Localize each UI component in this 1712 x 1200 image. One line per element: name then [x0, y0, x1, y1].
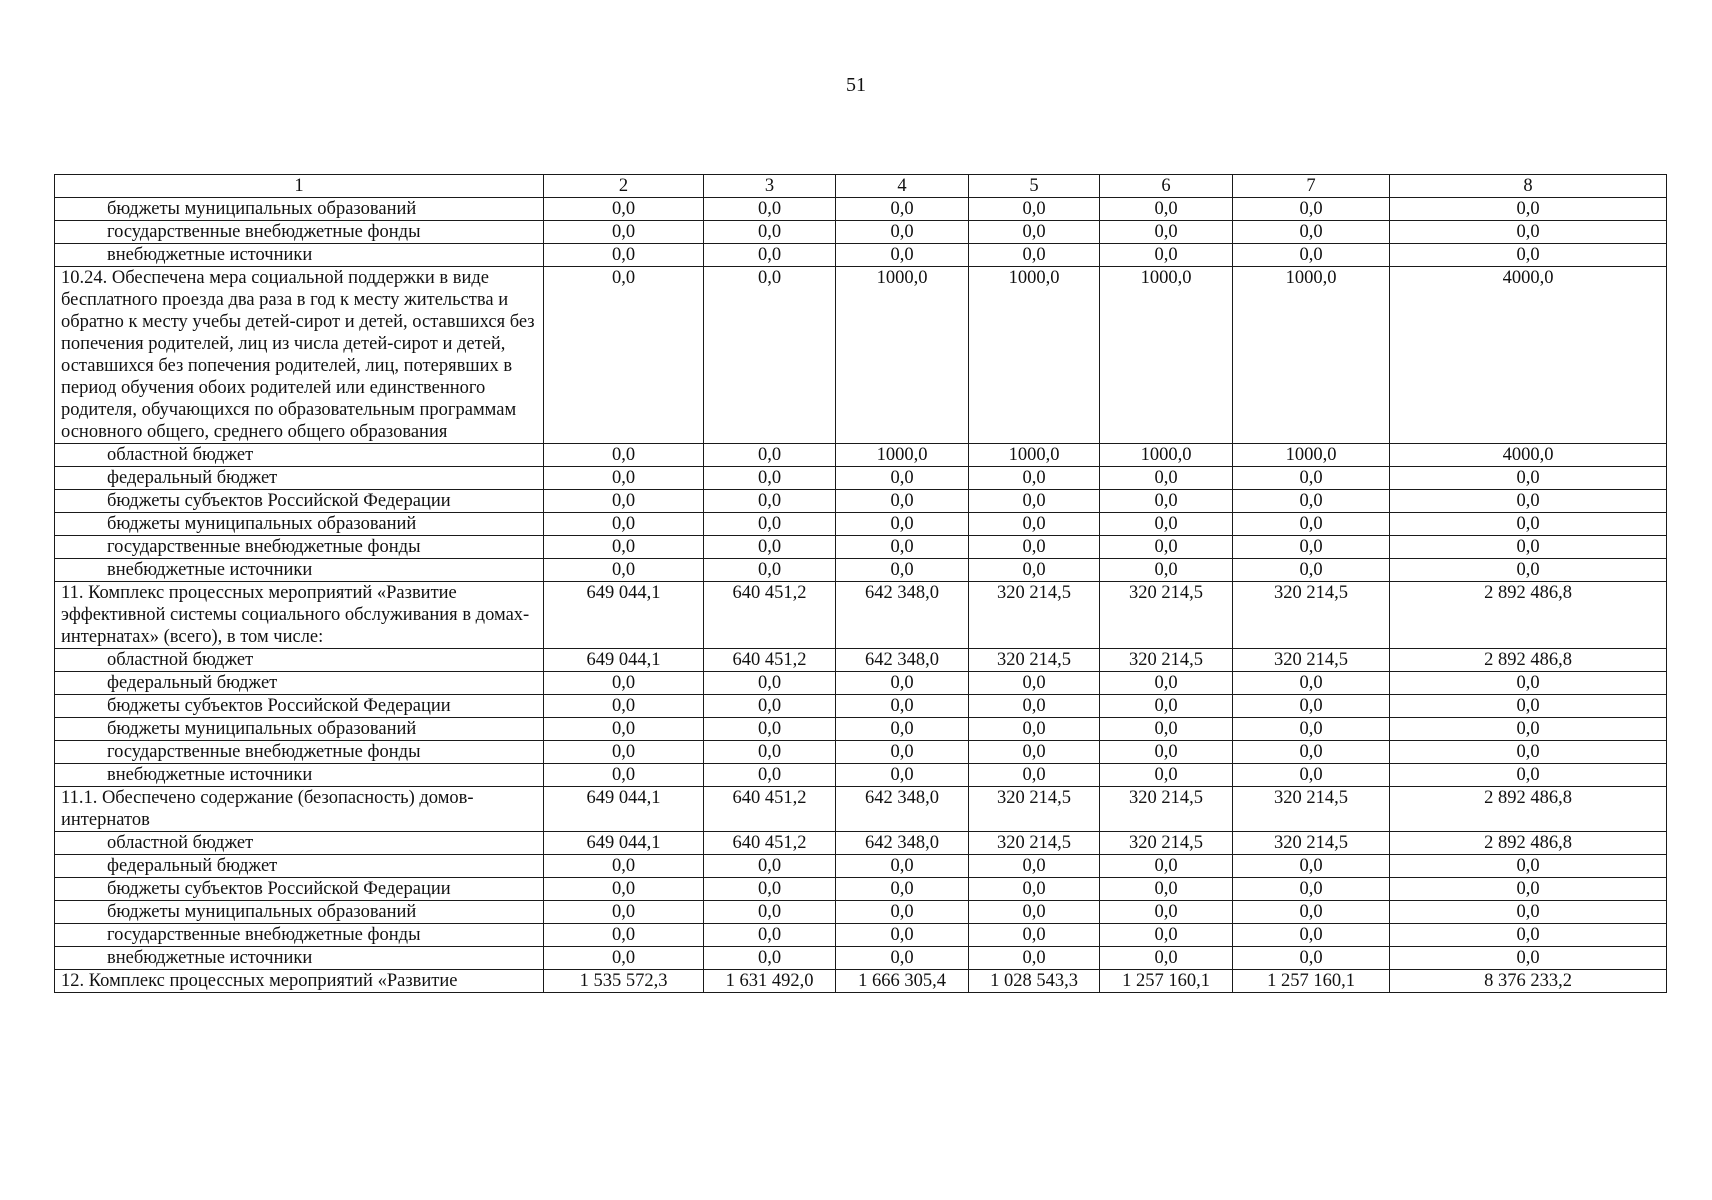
row-value: 0,0	[1390, 559, 1667, 582]
table-row	[55, 267, 1667, 444]
row-value: 0,0	[704, 878, 836, 901]
row-value: 0,0	[1100, 741, 1233, 764]
row-value: 0,0	[704, 924, 836, 947]
row-value: 642 348,0	[836, 832, 969, 855]
row-value: 2 892 486,8	[1390, 649, 1667, 672]
table-row	[55, 970, 1667, 993]
row-value: 1000,0	[1233, 444, 1390, 467]
row-value: 0,0	[1100, 764, 1233, 787]
row-value: 0,0	[544, 695, 704, 718]
row-value: 0,0	[704, 718, 836, 741]
table-row	[55, 467, 1667, 490]
row-value: 0,0	[544, 244, 704, 267]
row-value: 0,0	[969, 559, 1100, 582]
row-value: 0,0	[1390, 695, 1667, 718]
row-value: 0,0	[969, 467, 1100, 490]
row-value: 0,0	[1100, 490, 1233, 513]
row-label: федеральный бюджет	[55, 855, 544, 878]
row-value: 0,0	[836, 490, 969, 513]
row-value: 0,0	[704, 901, 836, 924]
row-value: 0,0	[1100, 244, 1233, 267]
table-row	[55, 649, 1667, 672]
row-value: 1000,0	[1100, 444, 1233, 467]
table-row	[55, 582, 1667, 649]
row-value: 0,0	[1390, 536, 1667, 559]
row-value: 0,0	[836, 855, 969, 878]
row-value: 0,0	[544, 444, 704, 467]
row-value: 0,0	[1233, 198, 1390, 221]
table-row	[55, 513, 1667, 536]
row-value: 0,0	[969, 855, 1100, 878]
table-row	[55, 672, 1667, 695]
column-header: 5	[969, 175, 1100, 198]
row-value: 0,0	[1233, 924, 1390, 947]
row-value: 0,0	[544, 221, 704, 244]
row-value: 1000,0	[969, 444, 1100, 467]
row-value: 0,0	[836, 513, 969, 536]
row-value: 0,0	[1100, 695, 1233, 718]
row-value: 320 214,5	[969, 787, 1100, 832]
row-value: 0,0	[1390, 490, 1667, 513]
row-value: 0,0	[704, 267, 836, 444]
row-value: 0,0	[544, 855, 704, 878]
row-label: государственные внебюджетные фонды	[55, 536, 544, 559]
table-row	[55, 695, 1667, 718]
row-label: областной бюджет	[55, 444, 544, 467]
row-value: 0,0	[969, 878, 1100, 901]
table-row	[55, 901, 1667, 924]
row-value: 0,0	[544, 267, 704, 444]
row-label: внебюджетные источники	[55, 559, 544, 582]
row-value: 0,0	[544, 536, 704, 559]
row-value: 0,0	[1233, 559, 1390, 582]
row-value: 0,0	[704, 764, 836, 787]
row-value: 0,0	[1233, 244, 1390, 267]
row-value: 8 376 233,2	[1390, 970, 1667, 993]
row-value: 0,0	[1390, 672, 1667, 695]
row-value: 0,0	[1233, 741, 1390, 764]
row-value: 320 214,5	[969, 649, 1100, 672]
row-value: 0,0	[704, 855, 836, 878]
row-value: 0,0	[1390, 198, 1667, 221]
row-value: 0,0	[836, 198, 969, 221]
row-label: бюджеты муниципальных образований	[55, 901, 544, 924]
row-value: 0,0	[1390, 741, 1667, 764]
row-value: 0,0	[1390, 244, 1667, 267]
row-value: 320 214,5	[1100, 787, 1233, 832]
row-value: 0,0	[969, 536, 1100, 559]
row-value: 0,0	[1233, 764, 1390, 787]
row-value: 0,0	[1390, 221, 1667, 244]
column-header: 7	[1233, 175, 1390, 198]
row-value: 0,0	[1233, 878, 1390, 901]
row-value: 1 535 572,3	[544, 970, 704, 993]
column-header: 1	[55, 175, 544, 198]
row-value: 0,0	[1100, 901, 1233, 924]
column-header: 3	[704, 175, 836, 198]
row-label: государственные внебюджетные фонды	[55, 924, 544, 947]
row-value: 0,0	[704, 947, 836, 970]
row-value: 0,0	[836, 559, 969, 582]
row-value: 0,0	[836, 244, 969, 267]
table-row	[55, 444, 1667, 467]
row-value: 0,0	[1390, 764, 1667, 787]
row-value: 0,0	[704, 513, 836, 536]
row-value: 320 214,5	[969, 582, 1100, 649]
row-value: 0,0	[704, 672, 836, 695]
row-value: 1 631 492,0	[704, 970, 836, 993]
row-value: 0,0	[704, 536, 836, 559]
row-value: 1000,0	[1100, 267, 1233, 444]
row-value: 0,0	[544, 672, 704, 695]
row-label: бюджеты муниципальных образований	[55, 718, 544, 741]
row-value: 0,0	[1233, 947, 1390, 970]
row-label: областной бюджет	[55, 832, 544, 855]
row-value: 1 028 543,3	[969, 970, 1100, 993]
row-value: 0,0	[836, 741, 969, 764]
row-value: 640 451,2	[704, 832, 836, 855]
row-value: 0,0	[969, 947, 1100, 970]
budget-table	[54, 174, 1667, 993]
row-value: 0,0	[1100, 513, 1233, 536]
table-header-row	[55, 175, 1667, 198]
row-label: федеральный бюджет	[55, 467, 544, 490]
row-value: 320 214,5	[1100, 649, 1233, 672]
row-value: 4000,0	[1390, 267, 1667, 444]
row-value: 0,0	[544, 924, 704, 947]
table-body	[55, 198, 1667, 993]
row-value: 0,0	[704, 221, 836, 244]
row-value: 0,0	[836, 536, 969, 559]
row-value: 0,0	[1233, 490, 1390, 513]
row-value: 0,0	[544, 764, 704, 787]
column-header: 2	[544, 175, 704, 198]
row-value: 0,0	[544, 878, 704, 901]
row-value: 0,0	[969, 672, 1100, 695]
row-value: 1000,0	[969, 267, 1100, 444]
row-value: 320 214,5	[1100, 582, 1233, 649]
row-value: 0,0	[1100, 536, 1233, 559]
row-value: 0,0	[1100, 467, 1233, 490]
row-label: государственные внебюджетные фонды	[55, 221, 544, 244]
column-header: 8	[1390, 175, 1667, 198]
row-value: 0,0	[1100, 878, 1233, 901]
row-label: бюджеты субъектов Российской Федерации	[55, 695, 544, 718]
row-value: 0,0	[969, 695, 1100, 718]
row-value: 0,0	[544, 901, 704, 924]
row-value: 1 257 160,1	[1100, 970, 1233, 993]
row-value: 640 451,2	[704, 582, 836, 649]
row-label: 11.1. Обеспечено содержание (безопасность) домов-интернатов	[55, 787, 544, 832]
row-value: 2 892 486,8	[1390, 787, 1667, 832]
row-label: внебюджетные источники	[55, 244, 544, 267]
row-value: 0,0	[969, 221, 1100, 244]
row-value: 320 214,5	[1233, 832, 1390, 855]
row-value: 0,0	[704, 559, 836, 582]
row-value: 0,0	[1233, 901, 1390, 924]
row-value: 1000,0	[836, 267, 969, 444]
row-label: бюджеты муниципальных образований	[55, 198, 544, 221]
row-value: 0,0	[1100, 947, 1233, 970]
row-value: 0,0	[704, 467, 836, 490]
row-value: 0,0	[969, 901, 1100, 924]
row-label: 10.24. Обеспечена мера социальной поддержки в виде бесплатного проезда два раза в год к месту жительства и обратно к месту учебы детей-сирот и детей, оставшихся без попечения родителей, лиц из числа детей-сирот и детей, оставшихся без попечения родителей, лиц, потерявших в период обучения обоих родителей или единственного родителя, обучающихся по образовательным программам основного общего, среднего общего образования	[55, 267, 544, 444]
row-label: 12. Комплекс процессных мероприятий «Развитие	[55, 970, 544, 993]
row-value: 0,0	[544, 513, 704, 536]
row-value: 0,0	[1100, 221, 1233, 244]
row-value: 0,0	[836, 924, 969, 947]
row-value: 0,0	[1233, 855, 1390, 878]
row-value: 320 214,5	[969, 832, 1100, 855]
row-value: 0,0	[1100, 855, 1233, 878]
row-value: 642 348,0	[836, 582, 969, 649]
row-value: 0,0	[1233, 536, 1390, 559]
row-value: 0,0	[704, 244, 836, 267]
table-row	[55, 741, 1667, 764]
row-value: 0,0	[836, 672, 969, 695]
table-row	[55, 947, 1667, 970]
row-value: 0,0	[704, 490, 836, 513]
row-value: 0,0	[836, 718, 969, 741]
row-value: 0,0	[969, 490, 1100, 513]
table-row	[55, 924, 1667, 947]
row-value: 0,0	[704, 444, 836, 467]
row-value: 642 348,0	[836, 649, 969, 672]
table-row	[55, 198, 1667, 221]
row-value: 0,0	[544, 718, 704, 741]
row-value: 0,0	[969, 198, 1100, 221]
row-value: 0,0	[1100, 672, 1233, 695]
row-label: бюджеты субъектов Российской Федерации	[55, 878, 544, 901]
row-value: 0,0	[1100, 559, 1233, 582]
table-row	[55, 244, 1667, 267]
table-row	[55, 718, 1667, 741]
row-value: 0,0	[969, 764, 1100, 787]
row-value: 0,0	[1390, 947, 1667, 970]
row-value: 0,0	[1100, 718, 1233, 741]
table-row	[55, 559, 1667, 582]
column-header: 4	[836, 175, 969, 198]
row-value: 649 044,1	[544, 649, 704, 672]
table-row	[55, 764, 1667, 787]
row-value: 0,0	[836, 221, 969, 244]
row-label: бюджеты субъектов Российской Федерации	[55, 490, 544, 513]
row-value: 0,0	[1390, 513, 1667, 536]
row-value: 0,0	[836, 764, 969, 787]
row-value: 2 892 486,8	[1390, 582, 1667, 649]
table-row	[55, 855, 1667, 878]
table-row	[55, 221, 1667, 244]
row-value: 0,0	[544, 198, 704, 221]
row-label: внебюджетные источники	[55, 764, 544, 787]
row-value: 0,0	[969, 924, 1100, 947]
page-number: 51	[846, 74, 866, 96]
row-value: 1000,0	[1233, 267, 1390, 444]
row-value: 0,0	[969, 244, 1100, 267]
row-value: 0,0	[1233, 467, 1390, 490]
row-value: 4000,0	[1390, 444, 1667, 467]
row-label: федеральный бюджет	[55, 672, 544, 695]
row-value: 0,0	[1390, 901, 1667, 924]
row-value: 320 214,5	[1233, 787, 1390, 832]
row-value: 2 892 486,8	[1390, 832, 1667, 855]
row-value: 0,0	[836, 695, 969, 718]
row-value: 0,0	[1100, 924, 1233, 947]
row-value: 0,0	[544, 741, 704, 764]
row-value: 0,0	[704, 695, 836, 718]
row-label: 11. Комплекс процессных мероприятий «Развитие эффективной системы социального обслуживания в домах-интернатах» (всего), в том числе:	[55, 582, 544, 649]
row-label: государственные внебюджетные фонды	[55, 741, 544, 764]
row-value: 0,0	[1233, 695, 1390, 718]
row-value: 0,0	[836, 878, 969, 901]
row-value: 0,0	[1390, 855, 1667, 878]
row-value: 0,0	[1390, 878, 1667, 901]
row-value: 320 214,5	[1233, 582, 1390, 649]
row-value: 0,0	[969, 513, 1100, 536]
row-value: 649 044,1	[544, 832, 704, 855]
row-value: 320 214,5	[1100, 832, 1233, 855]
row-value: 640 451,2	[704, 787, 836, 832]
row-value: 320 214,5	[1233, 649, 1390, 672]
row-value: 649 044,1	[544, 582, 704, 649]
row-value: 0,0	[1233, 672, 1390, 695]
row-value: 0,0	[1390, 718, 1667, 741]
table-row	[55, 490, 1667, 513]
row-value: 0,0	[1100, 198, 1233, 221]
row-value: 640 451,2	[704, 649, 836, 672]
row-value: 0,0	[704, 741, 836, 764]
row-value: 0,0	[969, 718, 1100, 741]
row-value: 0,0	[544, 467, 704, 490]
row-value: 1000,0	[836, 444, 969, 467]
row-value: 0,0	[836, 467, 969, 490]
table-row	[55, 878, 1667, 901]
row-value: 0,0	[836, 947, 969, 970]
table-row	[55, 787, 1667, 832]
row-value: 0,0	[1233, 221, 1390, 244]
row-value: 0,0	[544, 559, 704, 582]
table-row	[55, 832, 1667, 855]
row-value: 649 044,1	[544, 787, 704, 832]
row-label: бюджеты муниципальных образований	[55, 513, 544, 536]
row-value: 0,0	[1233, 718, 1390, 741]
row-value: 1 257 160,1	[1233, 970, 1390, 993]
row-value: 0,0	[704, 198, 836, 221]
row-value: 0,0	[1233, 513, 1390, 536]
row-value: 0,0	[836, 901, 969, 924]
row-value: 0,0	[969, 741, 1100, 764]
row-label: внебюджетные источники	[55, 947, 544, 970]
row-label: областной бюджет	[55, 649, 544, 672]
column-header: 6	[1100, 175, 1233, 198]
row-value: 0,0	[1390, 924, 1667, 947]
row-value: 0,0	[544, 947, 704, 970]
row-value: 0,0	[1390, 467, 1667, 490]
row-value: 642 348,0	[836, 787, 969, 832]
table-row	[55, 536, 1667, 559]
row-value: 1 666 305,4	[836, 970, 969, 993]
row-value: 0,0	[544, 490, 704, 513]
